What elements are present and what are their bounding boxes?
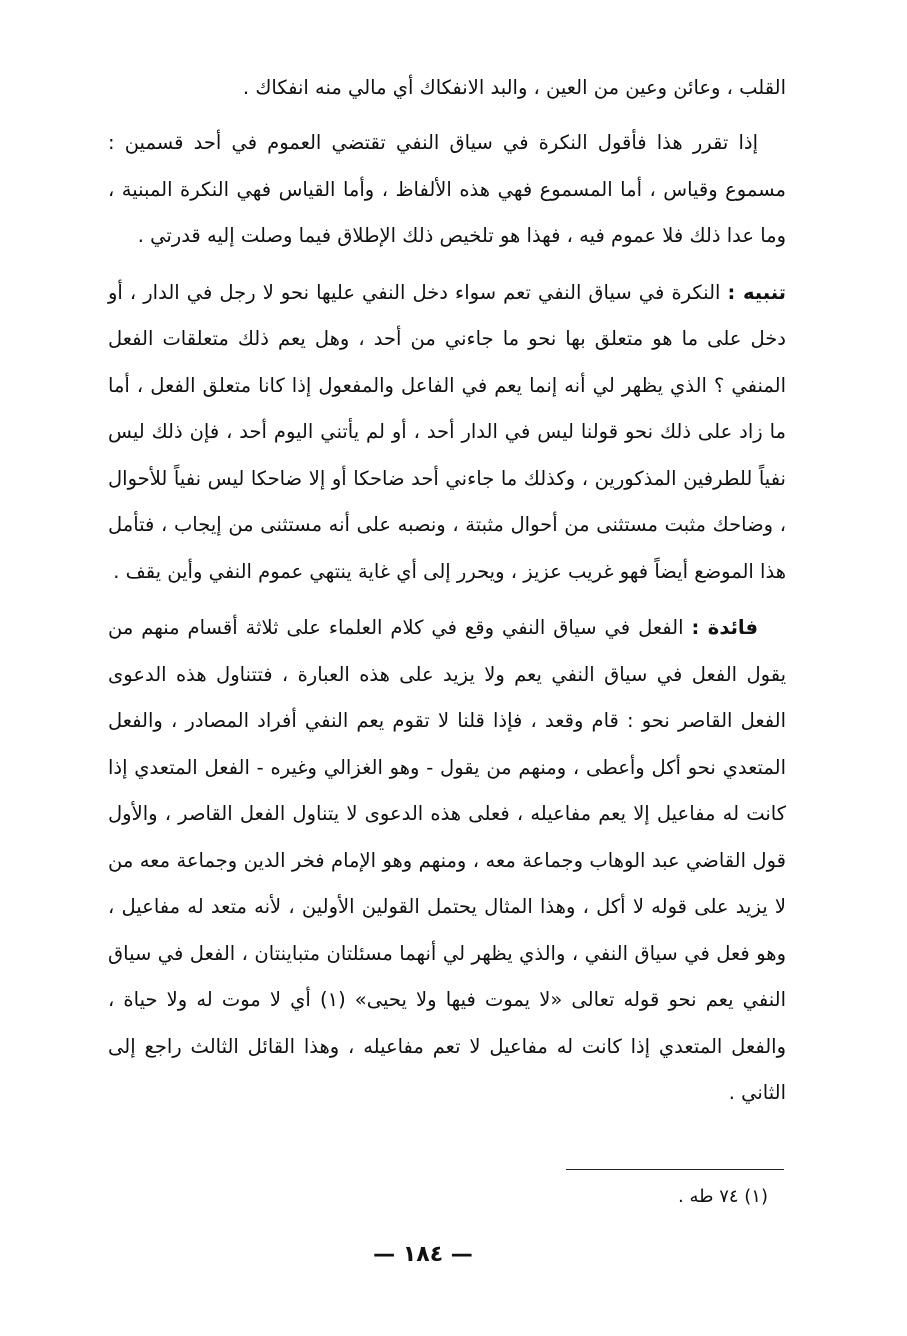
faida-heading: فائدة : xyxy=(691,616,758,639)
paragraph-2 xyxy=(108,120,786,260)
page-body xyxy=(108,66,786,1117)
tanbih-heading: تنبيه : xyxy=(727,280,787,304)
paragraph-tanbih xyxy=(108,270,786,596)
tanbih-text: النكرة في سياق النفي تعم سواء دخل النفي عليها نحو لا رجل في الدار ، أو دخل على ما هو متعلق بها نحو ما جاءني من أحد ، وهل يعم ذلك متعلقات الفعل المنفي ؟ الذي يظهر لي أنه إنما يعم في الفاعل والمفعول إذا كانا متعلق الفعل ، أما ما زاد على ذلك نحو قولنا ليس في الدار أحد ، أو لم يأتني اليوم أحد ، فإن ذلك ليس نفياً للطرفين المذكورين ، وكذلك ما جاءني أحد ضاحكا أو إلا ضاحكا ليس نفياً للأحوال ، وضاحك مثبت مستثنى من أحوال مثبتة ، ونصبه على أنه مستثنى من إيجاب ، فتأمل هذا الموضع أيضاً فهو غريب عزيز ، ويحرر إلى أي غاية ينتهي عموم النفي وأين يقف . xyxy=(108,280,786,583)
page-number: — ١٨٤ — xyxy=(373,1242,473,1267)
paragraph-faida xyxy=(108,605,786,1117)
paragraph-1 xyxy=(108,66,786,110)
footnote: (١) ٧٤ طه . xyxy=(678,1186,768,1207)
paragraph-2-text: إذا تقرر هذا فأقول النكرة في سياق النفي تقتضي العموم في أحد قسمين : مسموع وقياس ، أما المسموع فهي هذه الألفاظ ، وأما القياس فهي النكرة المبنية ، وما عدا ذلك فلا عموم فيه ، فهذا هو تلخيص ذلك الإطلاق فيما وصلت إليه قدرتي . xyxy=(108,131,786,247)
faida-text: الفعل في سياق النفي وقع في كلام العلماء على ثلاثة أقسام منهم من يقول الفعل في سياق النفي يعم ولا يزيد على هذه العبارة ، فتتناول هذه الدعوى الفعل القاصر نحو : قام وقعد ، فإذا قلنا لا تقوم يعم النفي أفراد المصادر ، والفعل المتعدي نحو أكل وأعطى ، ومنهم من يقول - وهو الغزالي وغيره - الفعل المتعدي إذا كانت له مفاعيل إلا يعم مفاعيله ، فعلى هذه الدعوى لا يتناول الفعل القاصر ، والأول قول القاضي عبد الوهاب وجماعة معه ، ومنهم وهو الإمام فخر الدين وجماعة معه من لا يزيد على قوله لا أكل ، وهذا المثال يحتمل القولين الأولين ، لأنه متعد له مفاعيل ، وهو فعل في سياق النفي ، والذي يظهر لي أنهما مسئلتان متباينتان ، الفعل في سياق النفي يعم نحو قوله تعالى «لا يموت فيها ولا يحيى» (١) أي لا موت له ولا حياة ، والفعل المتعدي إذا كانت له مفاعيل لا تعم مفاعيله ، وهذا القائل الثالث راجع إلى الثاني . xyxy=(108,616,787,1104)
footnote-divider xyxy=(566,1169,784,1170)
paragraph-1-text: القلب ، وعائن وعين من العين ، والبد الانفكاك أي مالي منه انفكاك . xyxy=(242,76,786,99)
